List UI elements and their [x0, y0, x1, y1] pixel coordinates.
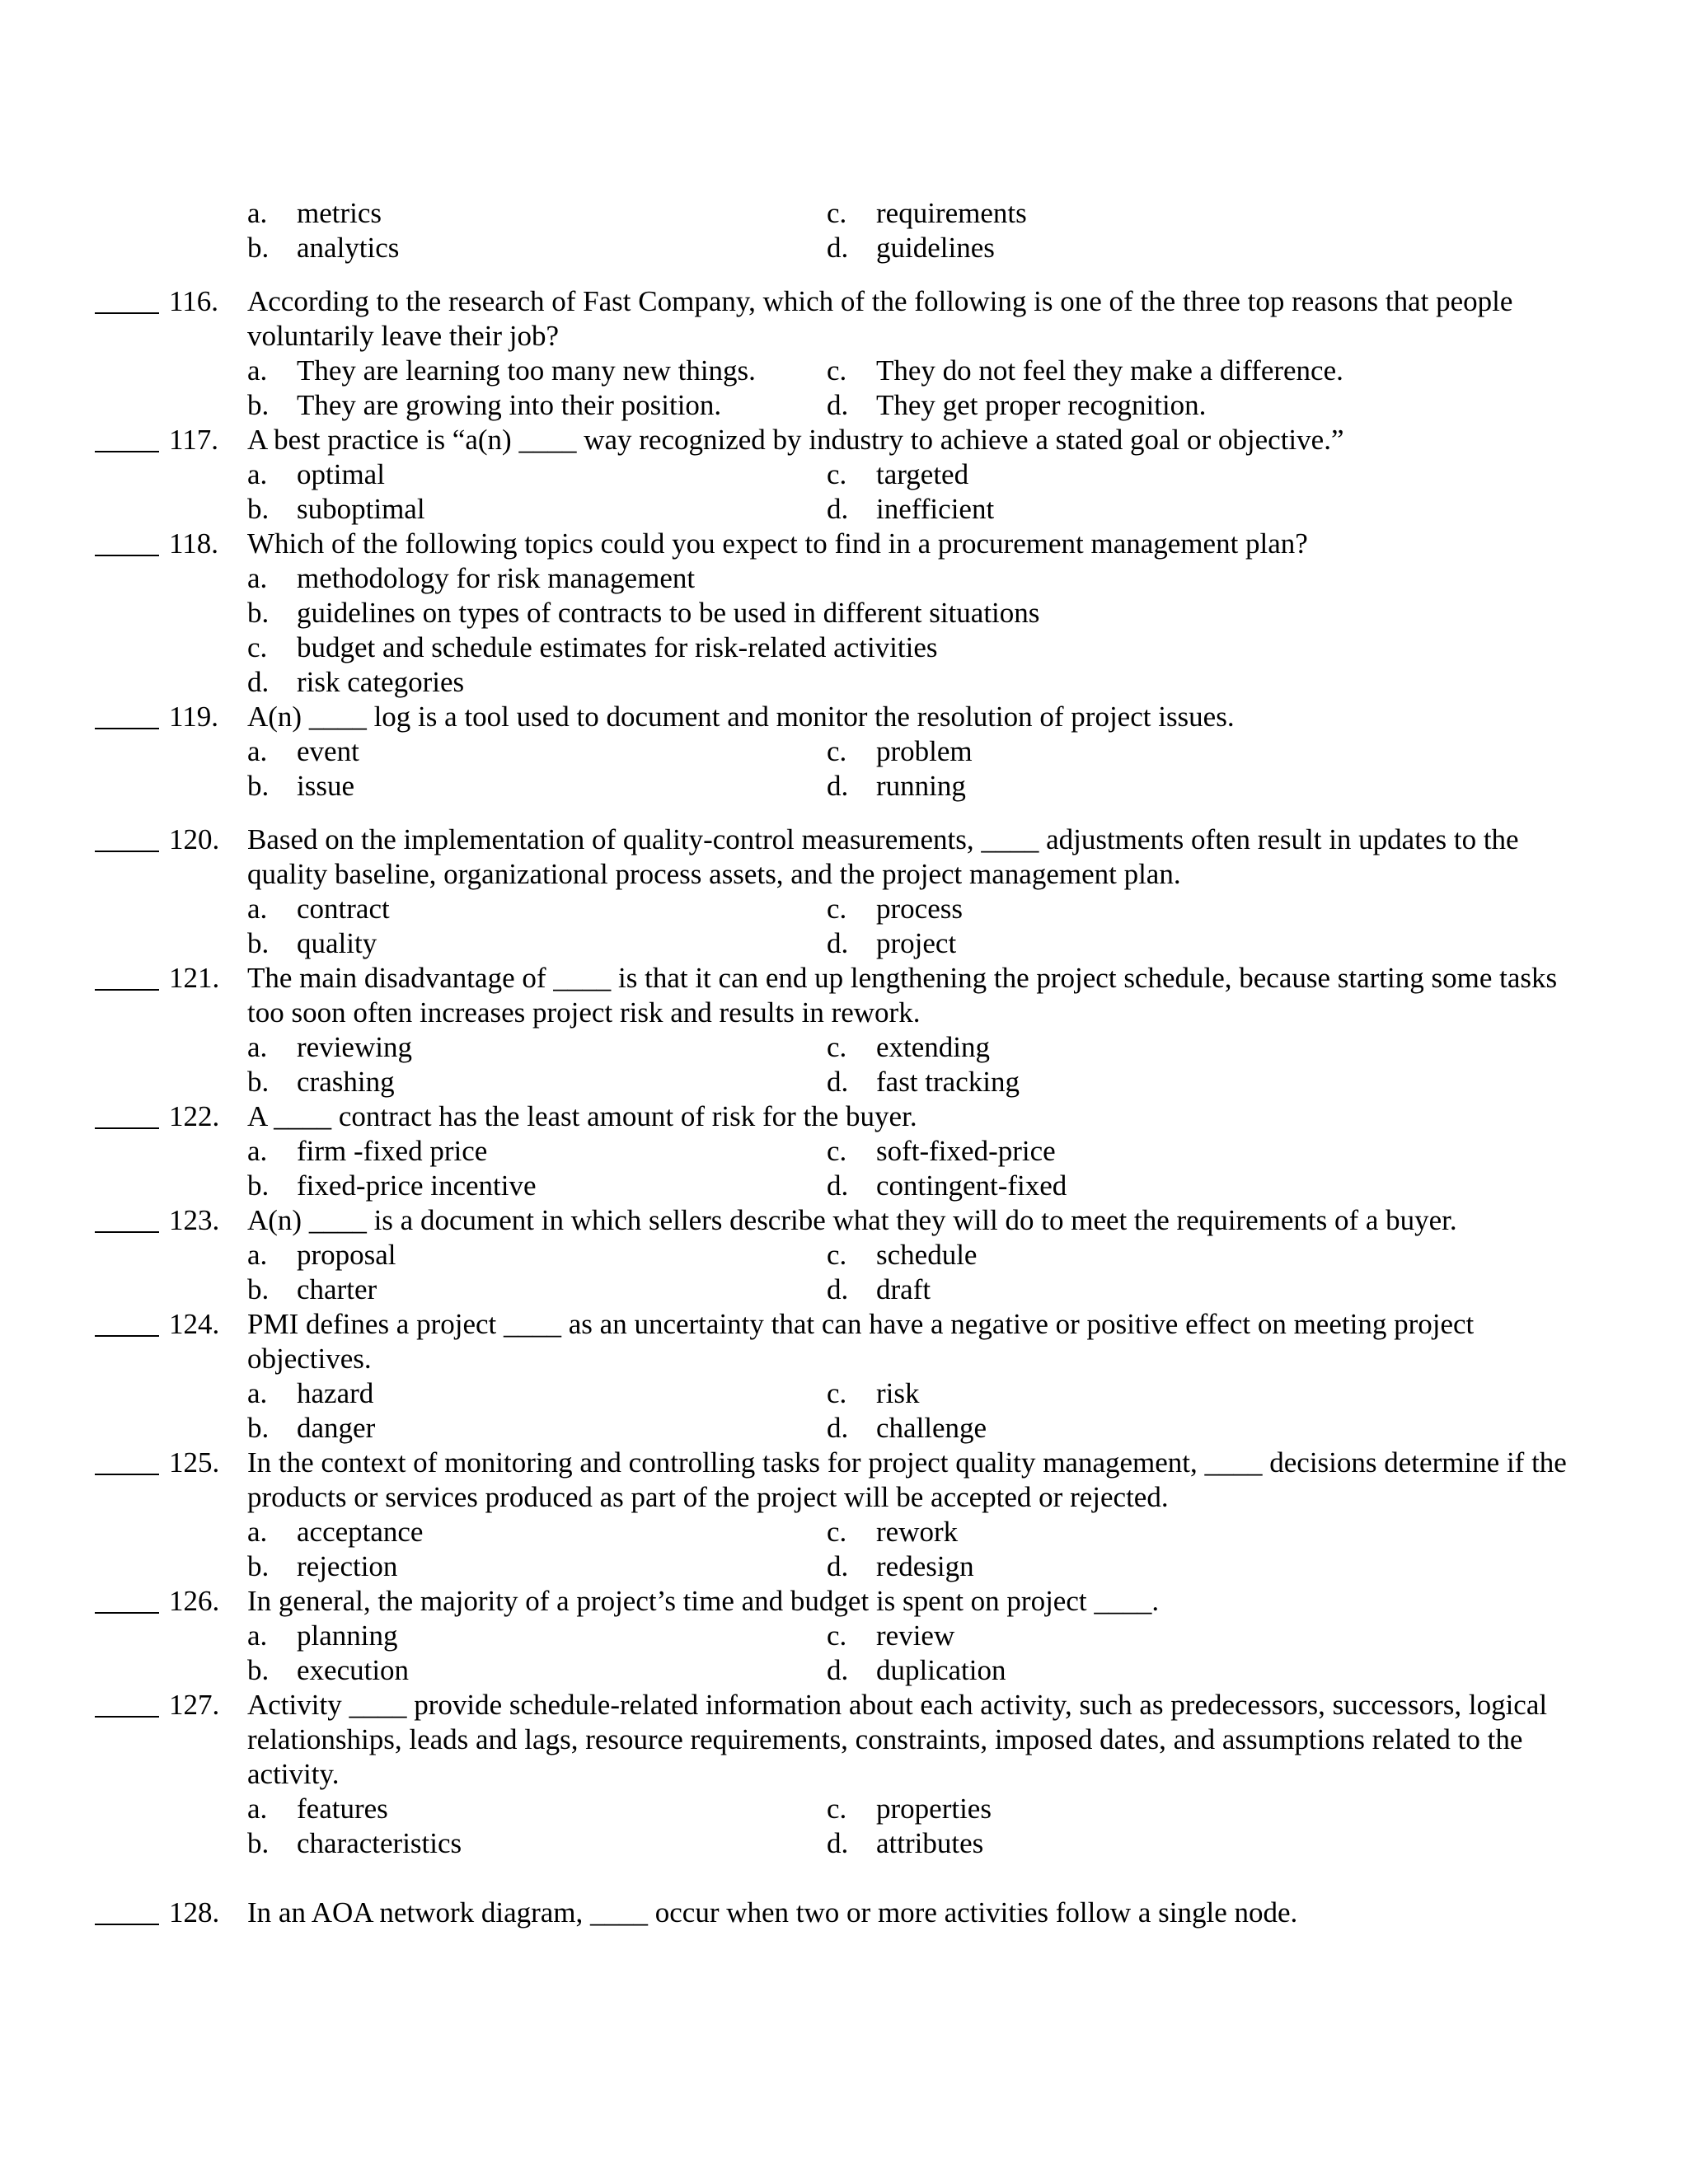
- option-letter: c.: [827, 1793, 847, 1825]
- question-number: 121.: [169, 962, 220, 994]
- option-letter: b.: [247, 493, 270, 525]
- option: [0, 1792, 1688, 1826]
- question-text: Based on the implementation of quality-control measurements, ____ adjustments often result in updates to the quality baseline, organizational process assets, and the project management plan.: [247, 823, 1519, 890]
- option-row: [0, 926, 1688, 961]
- answer-blank[interactable]: [95, 451, 159, 452]
- option-letter: d.: [827, 1827, 849, 1859]
- option-text: optimal: [297, 458, 385, 490]
- option-letter: b.: [247, 1066, 270, 1098]
- option-text: They are learning too many new things.: [297, 354, 756, 387]
- option-letter: c.: [827, 1377, 847, 1409]
- option-row: [0, 354, 1688, 388]
- answer-blank[interactable]: [95, 1474, 159, 1475]
- option-letter: b.: [247, 927, 270, 959]
- option-text: soft-fixed-price: [876, 1135, 1056, 1167]
- option-letter: a.: [247, 458, 268, 490]
- option: [0, 1619, 1688, 1653]
- option-row: [0, 1826, 1688, 1861]
- option-text: review: [876, 1619, 955, 1652]
- option-text: project: [876, 927, 957, 959]
- option-letter: d.: [827, 1066, 849, 1098]
- option: [0, 1030, 1688, 1065]
- option-letter: c.: [827, 1619, 847, 1652]
- option-text: They do not feel they make a difference.: [876, 354, 1343, 387]
- option-text: extending: [876, 1031, 991, 1063]
- option-letter: b.: [247, 1412, 270, 1444]
- question-123: [0, 1203, 1688, 1307]
- option-text: running: [876, 770, 966, 802]
- option-text: redesign: [876, 1550, 974, 1582]
- question-text: The main disadvantage of ____ is that it can end up lengthening the project schedule, because starting some tasks too soon often increases project risk and results in rework.: [247, 962, 1558, 1029]
- answer-blank[interactable]: [95, 1335, 159, 1337]
- option-text: planning: [297, 1619, 398, 1652]
- option-row: [0, 457, 1688, 492]
- option-text: process: [876, 893, 963, 925]
- option: [0, 1272, 1688, 1307]
- question-header: [0, 1307, 1688, 1342]
- question-text: A best practice is “a(n) ____ way recognized by industry to achieve a stated goal or objective.”: [247, 424, 1344, 456]
- option: [0, 492, 1688, 527]
- option-text: duplication: [876, 1654, 1006, 1686]
- question-text: According to the research of Fast Company, which of the following is one of the three top reasons that people voluntarily leave their job?: [247, 285, 1513, 352]
- option-row: [0, 1376, 1688, 1411]
- option-text: draft: [876, 1273, 931, 1305]
- option-text: targeted: [876, 458, 969, 490]
- option-row: [0, 1134, 1688, 1169]
- question-text: In general, the majority of a project’s time and budget is spent on project ____.: [247, 1585, 1160, 1617]
- option: [0, 1065, 1688, 1099]
- option: [0, 1653, 1688, 1688]
- option: [0, 354, 1688, 388]
- option-letter: c.: [827, 1135, 847, 1167]
- answer-blank[interactable]: [95, 1612, 159, 1614]
- option-row: [0, 1169, 1688, 1203]
- option-letter: d.: [827, 493, 849, 525]
- option-letter: d.: [827, 770, 849, 802]
- option-text: issue: [297, 770, 354, 802]
- option-text: contract: [297, 893, 390, 925]
- option-letter: c.: [827, 1031, 847, 1063]
- option-text: challenge: [876, 1412, 987, 1444]
- option-row: [0, 1238, 1688, 1272]
- question-122: [0, 1099, 1688, 1203]
- question-number: 124.: [169, 1308, 220, 1340]
- question-127: [0, 1688, 1688, 1861]
- option-text: properties: [876, 1793, 992, 1825]
- option-letter: a.: [247, 197, 268, 229]
- option-text: guidelines: [876, 232, 995, 264]
- option-row: [0, 1030, 1688, 1065]
- question-number: 117.: [169, 424, 218, 456]
- option-row: [0, 1549, 1688, 1584]
- option-letter: b.: [247, 770, 270, 802]
- option-text: proposal: [297, 1239, 396, 1271]
- option-text: schedule: [876, 1239, 978, 1271]
- option-text: crashing: [297, 1066, 395, 1098]
- option: [0, 734, 1688, 769]
- option-text: danger: [297, 1412, 376, 1444]
- option-text: problem: [876, 735, 973, 767]
- option-letter: a.: [247, 354, 268, 387]
- option-letter: a.: [247, 1239, 268, 1271]
- option-text: quality: [297, 927, 377, 959]
- option-row: [0, 1792, 1688, 1826]
- answer-blank[interactable]: [95, 989, 159, 991]
- option-text: inefficient: [876, 493, 995, 525]
- option-letter: b.: [247, 389, 270, 421]
- option-row: [0, 1411, 1688, 1446]
- option-text: analytics: [297, 232, 400, 264]
- option-row: [0, 892, 1688, 926]
- option-letter: b.: [247, 597, 270, 629]
- answer-blank[interactable]: [95, 1716, 159, 1718]
- option-text: charter: [297, 1273, 377, 1305]
- question-number: 128.: [169, 1896, 220, 1929]
- answer-blank[interactable]: [95, 555, 159, 556]
- option-letter: a.: [247, 1031, 268, 1063]
- option-letter: a.: [247, 1793, 268, 1825]
- question-121: [0, 961, 1688, 1099]
- option-text: acceptance: [297, 1516, 424, 1548]
- option-row: [0, 1272, 1688, 1307]
- question-text: In an AOA network diagram, ____ occur when two or more activities follow a single node.: [247, 1896, 1298, 1929]
- option: [0, 1134, 1688, 1169]
- option: [0, 196, 1688, 231]
- fragment-options: [0, 196, 1688, 265]
- option-letter: c.: [827, 735, 847, 767]
- question-number: 119.: [169, 701, 218, 733]
- option-text: metrics: [297, 197, 382, 229]
- option-letter: c.: [827, 893, 847, 925]
- option-text: They are growing into their position.: [297, 389, 722, 421]
- option-text: budget and schedule estimates for risk-related activities: [297, 631, 938, 663]
- option-row: [0, 1515, 1688, 1549]
- option: [0, 892, 1688, 926]
- option-letter: b.: [247, 1550, 270, 1582]
- option-letter: b.: [247, 1827, 270, 1859]
- option-text: hazard: [297, 1377, 374, 1409]
- option-text: requirements: [876, 197, 1027, 229]
- question-text: In the context of monitoring and controlling tasks for project quality management, ____ decisions determine if the products or services produced as part of the project will be accepted or rejected.: [247, 1446, 1567, 1513]
- option-text: suboptimal: [297, 493, 425, 525]
- question-number: 127.: [169, 1689, 220, 1721]
- option-text: characteristics: [297, 1827, 462, 1859]
- option: [0, 630, 1688, 665]
- option-text: execution: [297, 1654, 410, 1686]
- option-text: risk categories: [297, 666, 465, 698]
- question-120: [0, 823, 1688, 961]
- option-letter: d.: [827, 232, 849, 264]
- option-letter: c.: [247, 631, 268, 663]
- question-header: [0, 1688, 1688, 1722]
- question-number: 123.: [169, 1204, 220, 1236]
- option-text: reviewing: [297, 1031, 412, 1063]
- option: [0, 231, 1688, 265]
- question-128: [0, 1896, 1688, 1930]
- question-header: [0, 1099, 1688, 1134]
- option: [0, 561, 1688, 596]
- option-letter: b.: [247, 1273, 270, 1305]
- option-row: [0, 388, 1688, 423]
- question-116: [0, 284, 1688, 423]
- option-letter: c.: [827, 354, 847, 387]
- option-text: guidelines on types of contracts to be used in different situations: [297, 597, 1040, 629]
- option: [0, 1376, 1688, 1411]
- option-letter: a.: [247, 1135, 268, 1167]
- option-text: fast tracking: [876, 1066, 1020, 1098]
- option-text: features: [297, 1793, 388, 1825]
- answer-blank[interactable]: [95, 851, 159, 852]
- option: [0, 926, 1688, 961]
- question-header: [0, 961, 1688, 996]
- question-number: 122.: [169, 1100, 220, 1132]
- option-letter: d.: [827, 1654, 849, 1686]
- option-letter: b.: [247, 1654, 270, 1686]
- question-number: 126.: [169, 1585, 220, 1617]
- option-letter: a.: [247, 735, 268, 767]
- question-text: Which of the following topics could you expect to find in a procurement management plan?: [247, 527, 1308, 560]
- answer-blank[interactable]: [95, 1924, 159, 1925]
- question-text: Activity ____ provide schedule-related information about each activity, such as predecessors, successors, logical relationships, leads and lags, resource requirements, constraints, imposed dates, and assumptions related to the activity.: [247, 1689, 1548, 1790]
- option-letter: d.: [827, 1550, 849, 1582]
- option-letter: a.: [247, 893, 268, 925]
- question-text: A ____ contract has the least amount of risk for the buyer.: [247, 1100, 917, 1132]
- question-119: [0, 700, 1688, 804]
- option-letter: d.: [827, 927, 849, 959]
- answer-blank[interactable]: [95, 1231, 159, 1233]
- option-text: event: [297, 735, 359, 767]
- option-text: methodology for risk management: [297, 562, 696, 594]
- option: [0, 1515, 1688, 1549]
- option: [0, 1411, 1688, 1446]
- question-number: 125.: [169, 1446, 220, 1479]
- option-row: [0, 734, 1688, 769]
- question-number: 118.: [169, 527, 218, 560]
- question-text: PMI defines a project ____ as an uncertainty that can have a negative or positive effect on meeting project objectives.: [247, 1308, 1475, 1375]
- question-header: [0, 700, 1688, 734]
- question-124: [0, 1307, 1688, 1446]
- option-row: [0, 1653, 1688, 1688]
- question-117: [0, 423, 1688, 527]
- option-letter: d.: [827, 389, 849, 421]
- option-letter: c.: [827, 1516, 847, 1548]
- option-letter: c.: [827, 1239, 847, 1271]
- question-118: [0, 527, 1688, 700]
- option-letter: a.: [247, 1516, 268, 1548]
- option-row: [0, 231, 1688, 265]
- answer-blank[interactable]: [95, 728, 159, 729]
- option-letter: d.: [827, 1273, 849, 1305]
- question-header: [0, 1896, 1688, 1930]
- option: [0, 1549, 1688, 1584]
- option-letter: d.: [247, 666, 270, 698]
- question-number: 116.: [169, 285, 218, 317]
- option-text: attributes: [876, 1827, 984, 1859]
- question-header: [0, 1203, 1688, 1238]
- option-row: [0, 769, 1688, 804]
- question-text: A(n) ____ log is a tool used to document and monitor the resolution of project issues.: [247, 701, 1235, 733]
- option: [0, 388, 1688, 423]
- option-text: They get proper recognition.: [876, 389, 1207, 421]
- option-letter: b.: [247, 1169, 270, 1202]
- question-header: [0, 1446, 1688, 1480]
- option-row: [0, 1619, 1688, 1653]
- option: [0, 1169, 1688, 1203]
- question-header: [0, 423, 1688, 457]
- option-text: fixed-price incentive: [297, 1169, 537, 1202]
- option-row: [0, 1065, 1688, 1099]
- option-letter: d.: [827, 1412, 849, 1444]
- option-text: rework: [876, 1516, 959, 1548]
- answer-blank[interactable]: [95, 1127, 159, 1129]
- option-text: rejection: [297, 1550, 398, 1582]
- option-letter: a.: [247, 1377, 268, 1409]
- answer-blank[interactable]: [95, 312, 159, 314]
- question-header: [0, 1584, 1688, 1619]
- option-letter: b.: [247, 232, 270, 264]
- option-letter: a.: [247, 1619, 268, 1652]
- option-letter: c.: [827, 197, 847, 229]
- question-number: 120.: [169, 823, 220, 855]
- option: [0, 1826, 1688, 1861]
- question-125: [0, 1446, 1688, 1584]
- question-header: [0, 823, 1688, 857]
- option: [0, 1238, 1688, 1272]
- option: [0, 596, 1688, 630]
- option-letter: d.: [827, 1169, 849, 1202]
- option-row: [0, 492, 1688, 527]
- option: [0, 665, 1688, 700]
- option-text: contingent-fixed: [876, 1169, 1067, 1202]
- option-text: risk: [876, 1377, 920, 1409]
- option-letter: a.: [247, 562, 268, 594]
- option-row: [0, 196, 1688, 231]
- option-letter: c.: [827, 458, 847, 490]
- question-header: [0, 527, 1688, 561]
- option-text: firm -fixed price: [297, 1135, 488, 1167]
- option: [0, 769, 1688, 804]
- question-header: [0, 284, 1688, 319]
- option: [0, 457, 1688, 492]
- question-text: A(n) ____ is a document in which sellers describe what they will do to meet the requirements of a buyer.: [247, 1204, 1457, 1236]
- question-126: [0, 1584, 1688, 1688]
